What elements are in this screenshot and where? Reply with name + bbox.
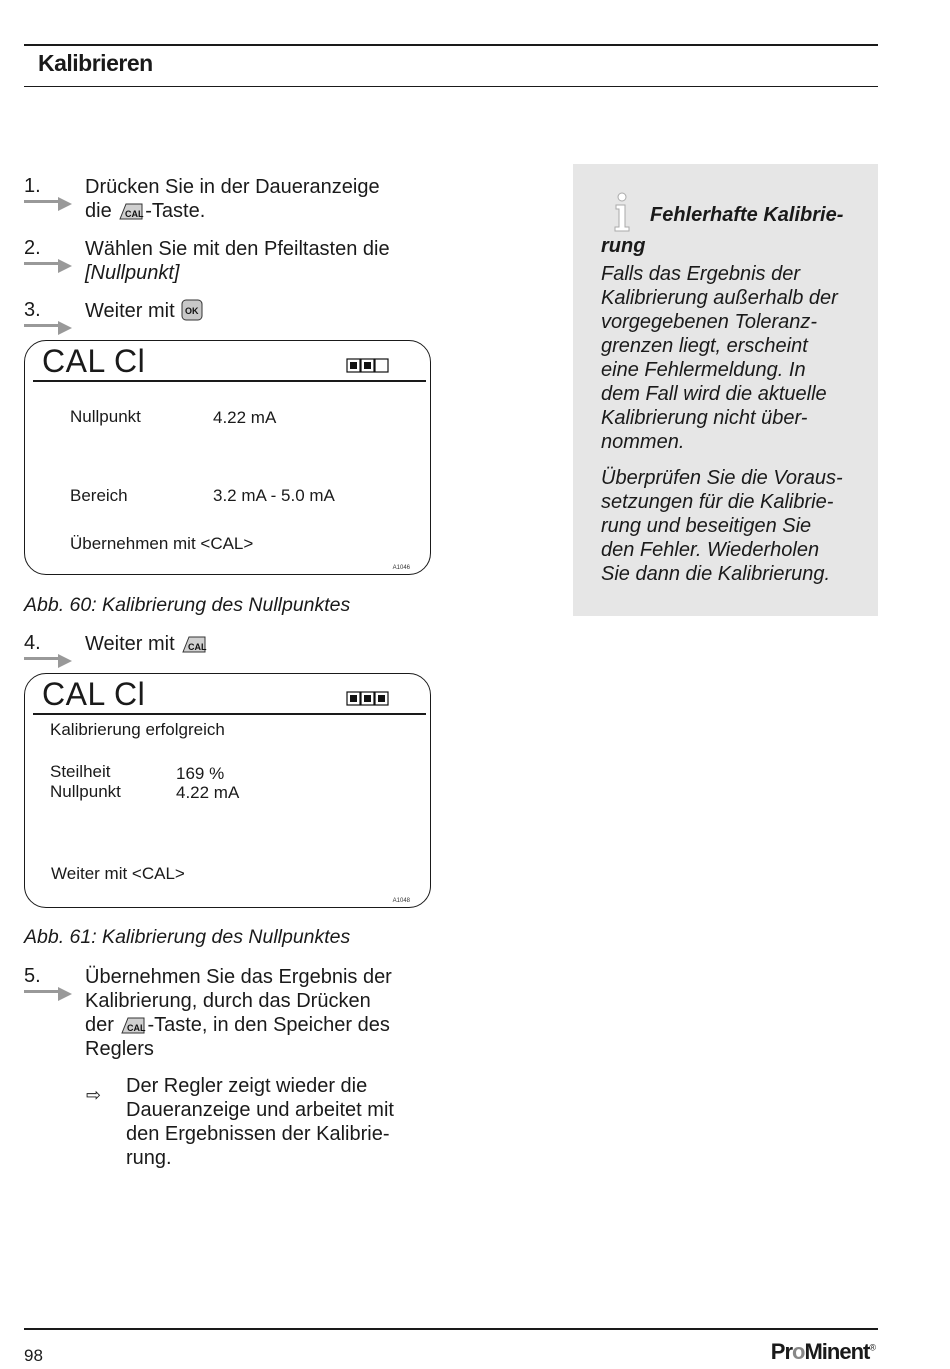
display-value: 4.22 mA <box>213 408 277 427</box>
step-text-line: die <box>85 200 118 222</box>
result-line: den Ergebnissen der Kalibrie- <box>126 1123 390 1145</box>
display-title: CAL Cl <box>42 676 146 712</box>
header-rule-bottom <box>24 86 878 87</box>
info-line: setzungen für die Kalibrie- <box>601 491 834 513</box>
cal-key-icon <box>181 634 207 654</box>
figure-code: A1048 <box>392 898 410 904</box>
info-title-line: Fehlerhafte Kalibrie- <box>650 204 844 226</box>
step-3 <box>24 299 424 329</box>
step-2 <box>24 237 424 287</box>
brand-logo: ProMinent® <box>770 1339 876 1364</box>
result-arrow-icon: ⇨ <box>86 1085 102 1105</box>
info-paragraph-1 <box>601 262 871 454</box>
display-status: Kalibrierung erfolgreich <box>50 720 225 739</box>
display-footer: Weiter mit <CAL> <box>51 864 185 883</box>
step-text-line: Weiter mit <box>85 633 181 655</box>
device-display-1 <box>24 340 431 575</box>
figure-caption: Abb. 61: Kalibrierung des Nullpunktes <box>24 926 351 948</box>
info-title <box>601 200 866 262</box>
info-line: Kalibrierung außerhalb der <box>601 287 838 309</box>
step-number: 1. <box>24 175 41 197</box>
cal-key-label: CAL <box>125 209 144 219</box>
cal-key-label: CAL <box>127 1023 146 1033</box>
info-box <box>573 164 878 616</box>
display-footer: Übernehmen mit <CAL> <box>70 534 254 553</box>
info-line: Sie dann die Kalibrierung. <box>601 563 831 585</box>
display-value: 169 % <box>176 764 225 783</box>
step-arrow-icon <box>24 654 74 668</box>
info-line: eine Fehlermeldung. In <box>601 359 806 381</box>
step-number: 3. <box>24 299 41 321</box>
display-value: 3.2 mA - 5.0 mA <box>213 486 335 505</box>
step-arrow-icon <box>24 321 74 335</box>
info-line: grenzen liegt, erscheint <box>601 335 808 357</box>
progress-indicator-icon <box>346 358 392 374</box>
info-line: dem Fall wird die aktuelle <box>601 383 827 405</box>
step-number: 4. <box>24 632 41 654</box>
step-arrow-icon <box>24 197 74 211</box>
step-text-line: der <box>85 1014 120 1036</box>
progress-indicator-icon <box>346 691 392 707</box>
result-line: Der Regler zeigt wieder die <box>126 1075 368 1097</box>
step-1 <box>24 175 424 225</box>
result-text <box>126 1074 426 1170</box>
info-line: den Fehler. Wiederholen <box>601 539 820 561</box>
header-rule-top <box>24 44 878 46</box>
cal-key-label: CAL <box>188 642 207 652</box>
step-5 <box>24 965 424 1065</box>
step-arrow-icon <box>24 259 74 273</box>
display-divider <box>33 380 426 382</box>
display-label: Bereich <box>70 486 128 505</box>
footer-rule <box>24 1328 878 1330</box>
step-text-line: Wählen Sie mit den Pfeiltasten die <box>85 238 390 260</box>
result-line: rung. <box>126 1147 172 1169</box>
step-text-line: -Taste. <box>145 200 206 222</box>
step-text-line: Drücken Sie in der Daueranzeige <box>85 176 380 198</box>
info-line: Kalibrierung nicht über- <box>601 407 808 429</box>
cal-key-icon <box>118 201 144 221</box>
ok-key-icon <box>181 299 203 321</box>
display-label: Nullpunkt <box>70 407 141 426</box>
info-title-line: rung <box>601 235 646 257</box>
display-label: Steilheit <box>50 762 111 781</box>
step-4 <box>24 632 424 662</box>
result-line: Daueranzeige und arbeitet mit <box>126 1099 394 1121</box>
ok-key-label: OK <box>185 306 199 316</box>
figure-caption: Abb. 60: Kalibrierung des Nullpunktes <box>24 594 351 616</box>
menu-item-reference: [Nullpunkt] <box>85 262 180 284</box>
step-number: 5. <box>24 965 41 987</box>
display-label: Nullpunkt <box>50 782 121 801</box>
cal-key-icon <box>120 1015 146 1035</box>
info-line: rung und beseitigen Sie <box>601 515 812 537</box>
step-text-line: Kalibrierung, durch das Drücken <box>85 990 371 1012</box>
display-title: CAL Cl <box>42 343 146 379</box>
info-line: nommen. <box>601 431 685 453</box>
step-text-line: Übernehmen Sie das Ergebnis der <box>85 966 392 988</box>
step-text-line: Weiter mit <box>85 300 181 322</box>
figure-code: A1046 <box>392 565 410 571</box>
step-text-line: Reglers <box>85 1038 154 1060</box>
info-line: vorgegebenen Toleranz- <box>601 311 818 333</box>
page-title: Kalibrieren <box>38 50 153 76</box>
step-number: 2. <box>24 237 41 259</box>
step-text-line: -Taste, in den Speicher des <box>147 1014 390 1036</box>
page-number: 98 <box>24 1346 43 1365</box>
step-arrow-icon <box>24 987 74 1001</box>
info-paragraph-2 <box>601 466 871 586</box>
display-divider <box>33 713 426 715</box>
info-line: Überprüfen Sie die Voraus- <box>601 467 843 489</box>
info-line: Falls das Ergebnis der <box>601 263 800 285</box>
device-display-2 <box>24 673 431 908</box>
display-value: 4.22 mA <box>176 783 240 802</box>
